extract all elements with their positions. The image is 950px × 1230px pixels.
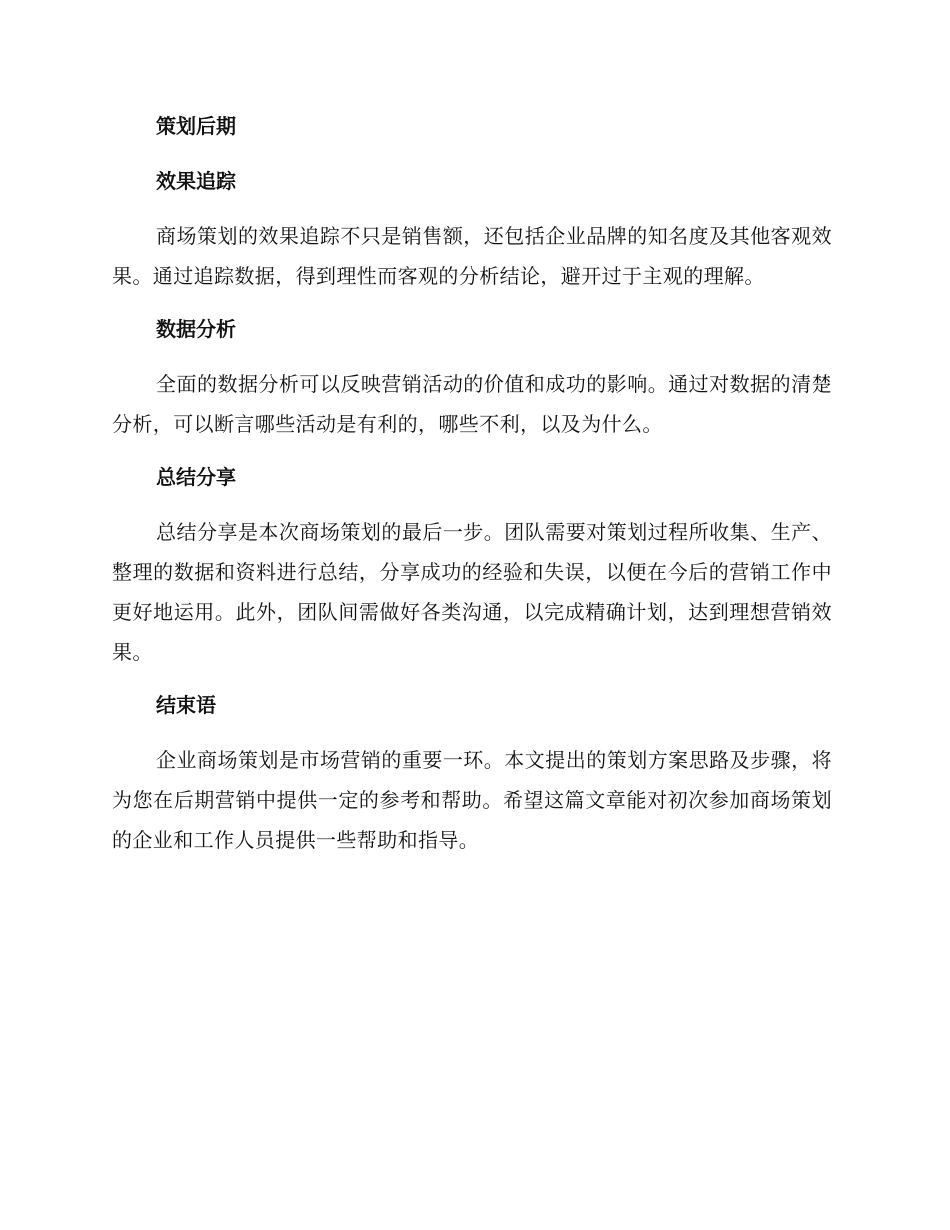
- document-body: [112, 106, 832, 873]
- section-heading-summary-sharing: 总结分享: [156, 465, 236, 489]
- section-heading-post-planning: 策划后期: [156, 114, 236, 138]
- section-heading-data-analysis: 数据分析: [156, 317, 236, 341]
- section-heading-conclusion: 结束语: [156, 693, 216, 717]
- paragraph-summary-sharing: 总结分享是本次商场策划的最后一步。团队需要对策划过程所收集、生产、整理的数据和资料进行总结，分享成功的经验和失误，以便在今后的营销工作中更好地运用。此外，团队间需做好各类沟通，以完成精确计划，达到理想营销效果。: [112, 520, 832, 664]
- paragraph-data-analysis: 全面的数据分析可以反映营销活动的价值和成功的影响。通过对数据的清楚分析，可以断言哪些活动是有利的，哪些不利，以及为什么。: [112, 372, 832, 436]
- paragraph-effect-tracking: 商场策划的效果追踪不只是销售额，还包括企业品牌的知名度及其他客观效果。通过追踪数据，得到理性而客观的分析结论，避开过于主观的理解。: [112, 224, 832, 288]
- paragraph-conclusion: 企业商场策划是市场营销的重要一环。本文提出的策划方案思路及步骤，将为您在后期营销中提供一定的参考和帮助。希望这篇文章能对初次参加商场策划的企业和工作人员提供一些帮助和指导。: [112, 748, 832, 852]
- section-heading-effect-tracking: 效果追踪: [156, 169, 236, 193]
